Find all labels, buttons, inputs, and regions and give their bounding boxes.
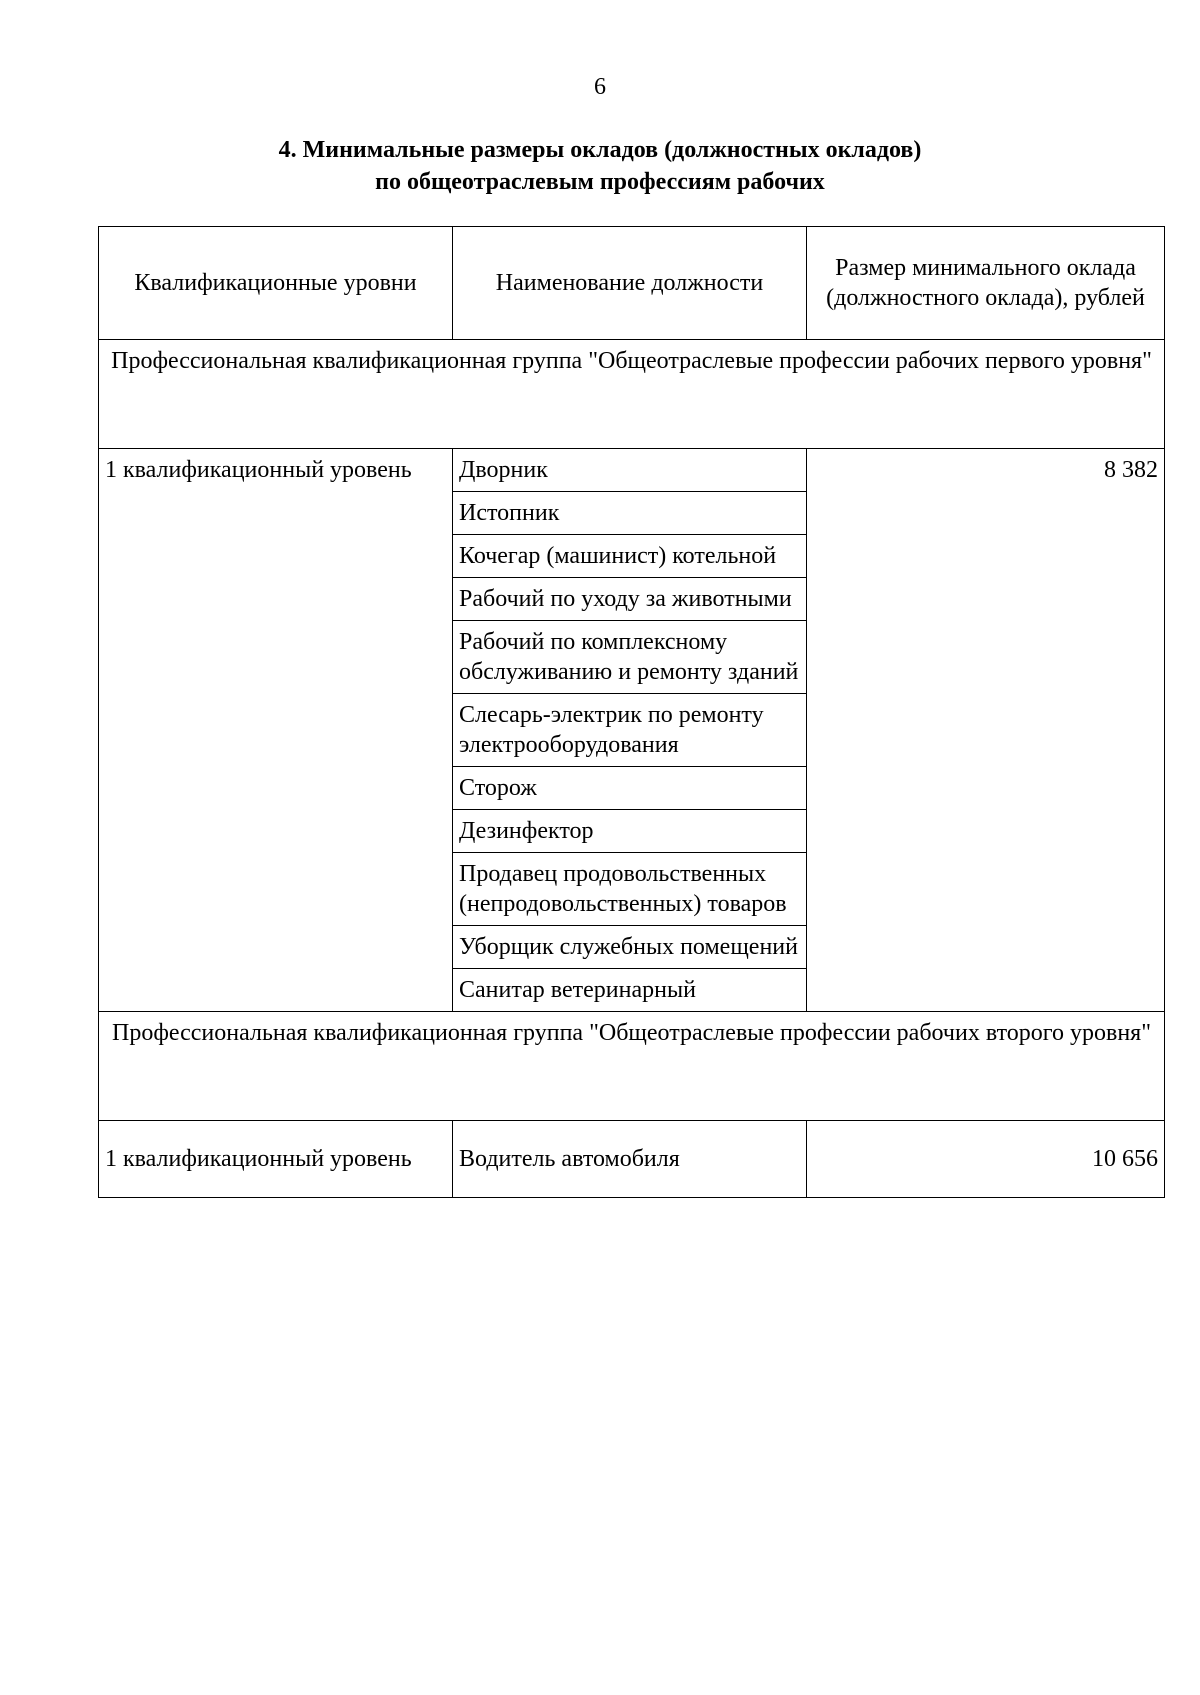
position-name: Истопник bbox=[453, 492, 807, 535]
group-title: Профессиональная квалификационная группа "Общеотраслевые профессии рабочих первого уровня" bbox=[99, 340, 1165, 449]
table-header-row bbox=[99, 227, 1165, 340]
header-qualification-levels: Квалификационные уровни bbox=[99, 227, 453, 340]
page-title-line-2: по общеотраслевым профессиям рабочих bbox=[375, 169, 825, 195]
group-title-row bbox=[99, 1012, 1165, 1121]
position-name: Рабочий по комплексному обслуживанию и ремонту зданий bbox=[453, 621, 807, 694]
group-title-row bbox=[99, 340, 1165, 449]
table-row bbox=[99, 449, 1165, 492]
page-title-line-1: 4. Минимальные размеры окладов (должностных окладов) bbox=[278, 137, 922, 163]
position-name: Дезинфектор bbox=[453, 810, 807, 853]
position-name: Слесарь-электрик по ремонту электрооборудования bbox=[453, 694, 807, 767]
position-name: Кочегар (машинист) котельной bbox=[453, 535, 807, 578]
position-name: Продавец продовольственных (непродовольственных) товаров bbox=[453, 853, 807, 926]
position-name: Уборщик служебных помещений bbox=[453, 926, 807, 969]
salary-table bbox=[98, 226, 1165, 1198]
position-name: Санитар ветеринарный bbox=[453, 969, 807, 1012]
position-name: Дворник bbox=[453, 449, 807, 492]
page-title bbox=[0, 134, 1200, 198]
qualification-level: 1 квалификационный уровень bbox=[99, 1121, 453, 1198]
table-row bbox=[99, 1121, 1165, 1198]
salary-value: 8 382 bbox=[807, 449, 1165, 1012]
qualification-level: 1 квалификационный уровень bbox=[99, 449, 453, 1012]
group-title: Профессиональная квалификационная группа "Общеотраслевые профессии рабочих второго уровня" bbox=[99, 1012, 1165, 1121]
header-minimum-salary: Размер минимального оклада (должностного оклада), рублей bbox=[807, 227, 1165, 340]
page-number: 6 bbox=[594, 74, 606, 100]
header-position-name: Наименование должности bbox=[453, 227, 807, 340]
position-name: Рабочий по уходу за животными bbox=[453, 578, 807, 621]
salary-value: 10 656 bbox=[807, 1121, 1165, 1198]
position-name: Водитель автомобиля bbox=[453, 1121, 807, 1198]
position-name: Сторож bbox=[453, 767, 807, 810]
